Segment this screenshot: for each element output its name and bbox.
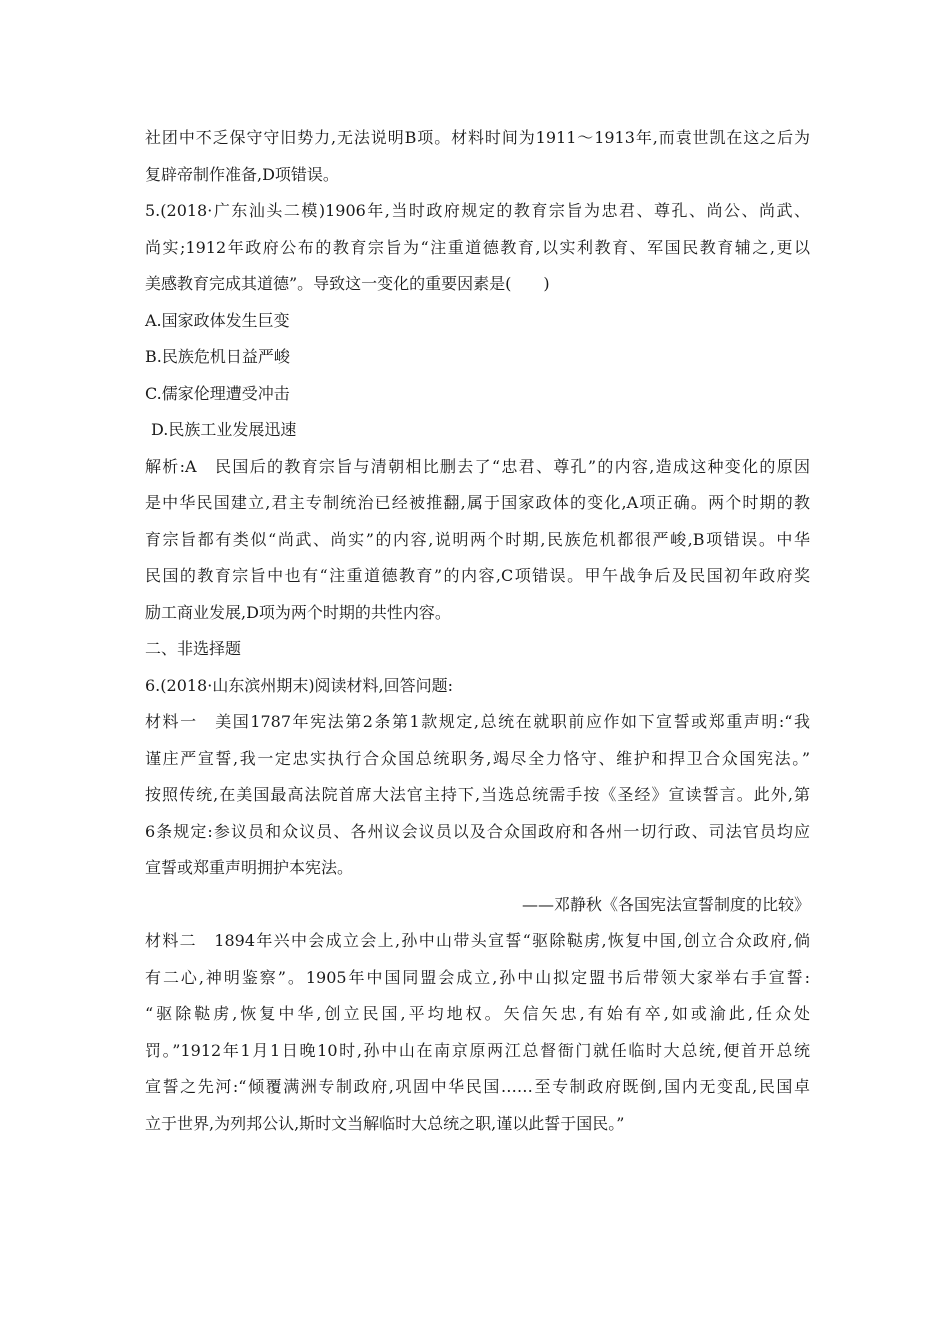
- section-heading: 二、非选择题: [145, 639, 242, 658]
- q5-analysis-line-4: 民国的教育宗旨中也有“注重道德教育”的内容,C项错误。甲午战争后及民国初年政府奖: [145, 566, 810, 585]
- q6-material2-line-2: 有二心,神明鉴察”。1905年中国同盟会成立,孙中山拟定盟书后带领大家举右手宣誓:: [145, 967, 810, 987]
- q6-material1-line-4: 6条规定:参议员和众议员、各州议会议员以及合众国政府和各州一切行政、司法官员均应: [145, 821, 810, 841]
- prev-analysis-line-1: 社团中不乏保守守旧势力,无法说明B项。材料时间为1911～1913年,而袁世凯在这之后为: [145, 128, 810, 147]
- q6-material1-line-1: 材料一 美国1787年宪法第2条第1款规定,总统在就职前应作如下宣誓或郑重声明:“我: [145, 712, 810, 731]
- q5-analysis-line-3: 育宗旨都有类似“尚武、尚实”的内容,说明两个时期,民族危机都很严峻,B项错误。中华: [145, 529, 810, 549]
- q6-material2-line-5: 宣誓之先河:“倾覆满洲专制政府,巩固中华民国……至专制政府既倒,国内无变乱,民国卓: [145, 1077, 810, 1096]
- q5-option-b: B.民族危机日益严峻: [145, 347, 290, 366]
- q5-option-a: A.国家政体发生巨变: [145, 310, 290, 330]
- prev-analysis-line-2: 复辟帝制作准备,D项错误。: [145, 164, 339, 184]
- q5-analysis-line-5: 励工商业发展,D项为两个时期的共性内容。: [145, 602, 451, 622]
- q5-option-d: D.民族工业发展迅速: [151, 420, 297, 439]
- q5-stem-line-2: 尚实;1912年政府公布的教育宗旨为“注重道德教育,以实利教育、军国民教育辅之,更以: [145, 237, 810, 257]
- q6-material1-source: ——邓静秋《各国宪法宣誓制度的比较》: [521, 894, 810, 914]
- q6-material1-line-2: 谨庄严宣誓,我一定忠实执行合众国总统职务,竭尽全力恪守、维护和捍卫合众国宪法。”: [145, 748, 810, 768]
- q5-analysis-line-1: 解析:A 民国后的教育宗旨与清朝相比删去了“忠君、尊孔”的内容,造成这种变化的原因: [145, 456, 810, 476]
- q6-material1-line-3: 按照传统,在美国最高法院首席大法官主持下,当选总统需手按《圣经》宣读誓言。此外,第: [145, 785, 810, 804]
- document-page: [145, 120, 810, 1142]
- q6-material2-line-1: 材料二 1894年兴中会成立会上,孙中山带头宣誓“驱除鞑虏,恢复中国,创立合众政府,倘: [145, 931, 810, 950]
- q5-stem-line-1: 5.(2018·广东汕头二模)1906年,当时政府规定的教育宗旨为忠君、尊孔、尚公、尚武、: [145, 201, 810, 220]
- q5-analysis-line-2: 是中华民国建立,君主专制统治已经被推翻,属于国家政体的变化,A项正确。两个时期的教: [145, 493, 810, 512]
- q6-material2-line-6: 立于世界,为列邦公认,斯时文当解临时大总统之职,谨以此誓于国民。”: [145, 1113, 625, 1133]
- q6-material2-line-3: “驱除鞑虏,恢复中华,创立民国,平均地权。矢信矢忠,有始有卒,如或渝此,任众处: [145, 1004, 810, 1023]
- q6-material1-line-5: 宣誓或郑重声明拥护本宪法。: [145, 858, 354, 877]
- q5-option-c: C.儒家伦理遭受冲击: [145, 383, 290, 403]
- q6-material2-line-4: 罚。”1912年1月1日晚10时,孙中山在南京原两江总督衙门就任临时大总统,便首开总统: [145, 1040, 810, 1060]
- q5-stem-line-3: 美感教育完成其道德”。导致这一变化的重要因素是( ): [145, 274, 550, 293]
- q6-stem: 6.(2018·山东滨州期末)阅读材料,回答问题:: [145, 675, 454, 695]
